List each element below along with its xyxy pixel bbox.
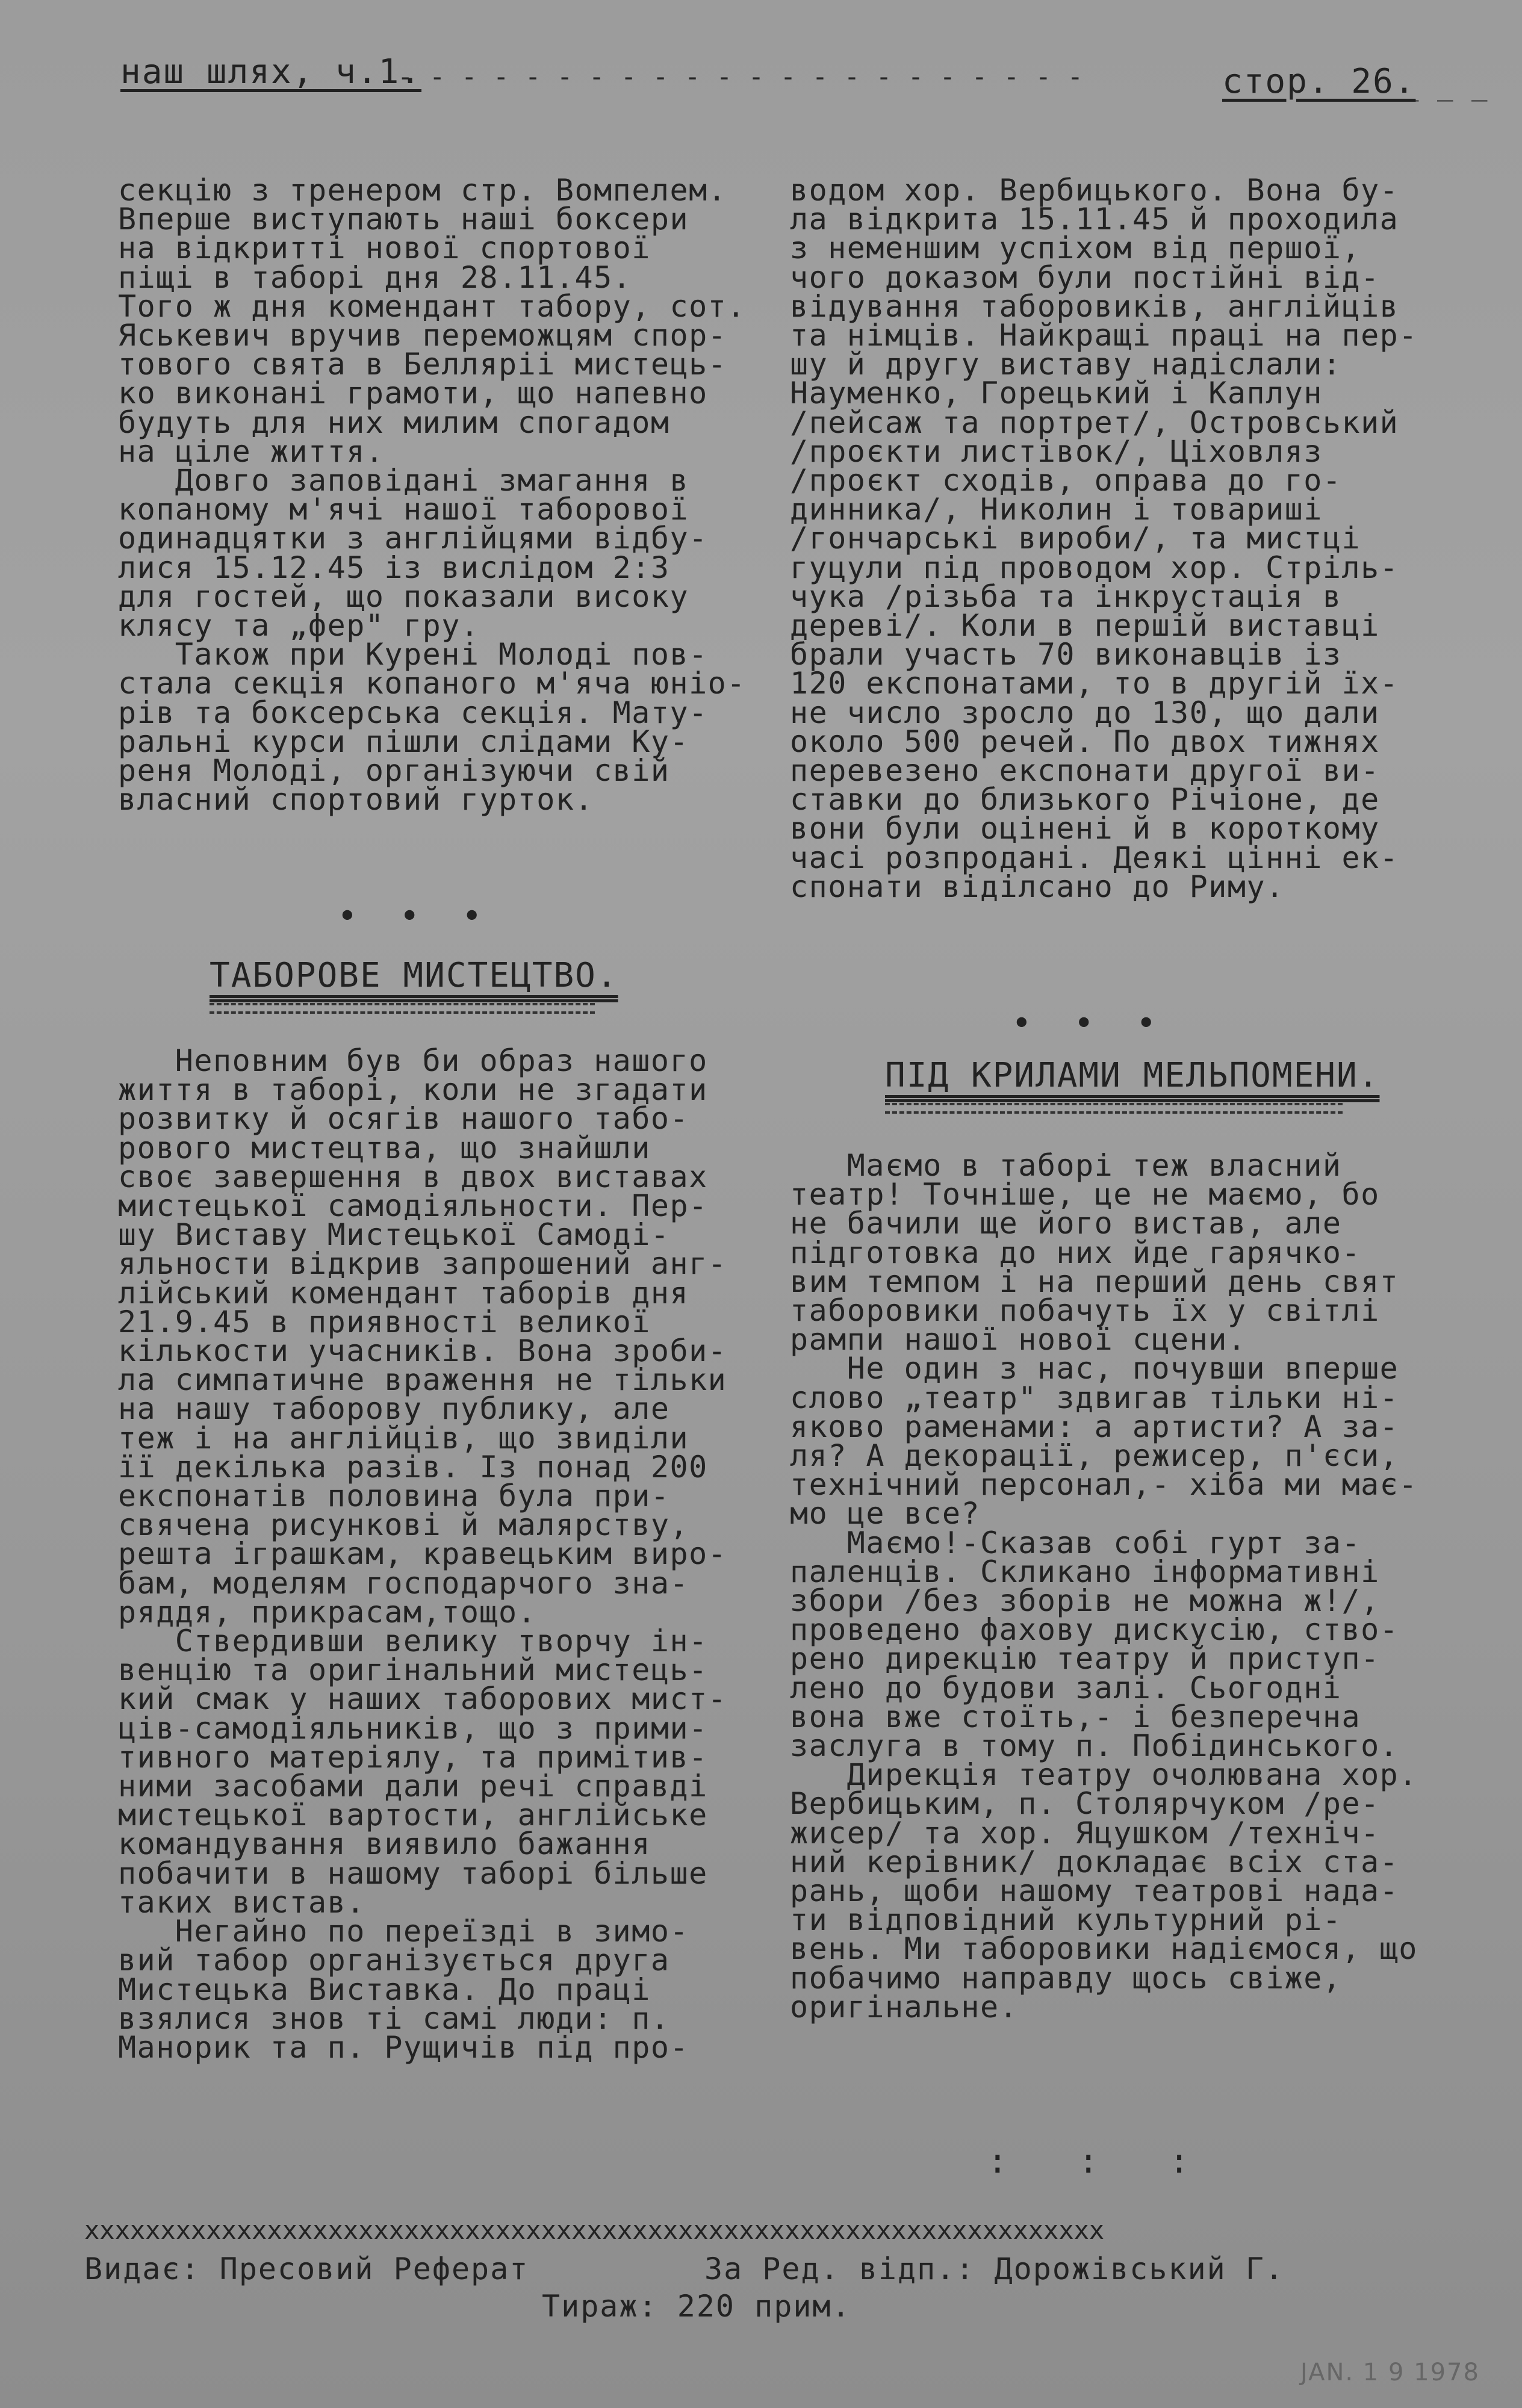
page-header-tail-dashes: _ _ _ [1403, 71, 1489, 102]
footer-publisher: Видає: Пресовий Реферат [84, 2251, 529, 2286]
left-paragraph-1: секцію з тренером стр. Вомпелем. Вперше виступають наші боксери на відкритті нової спортової піщі в таборі дня 28.11.45. Того ж дня комендант табору, сот. Яськевич вручив переможцям спор- тового свята в Белляріі мистець- ко виконані грамоти, що напевно будуть для них милим спогадом на ціле життя. [118, 173, 746, 469]
left-separator-dots: • • • [337, 897, 493, 936]
left-section-title-underline [210, 1003, 595, 1014]
right-section-title: ПІД КРИЛАМИ МЕЛЬПОМЕНИ. [885, 1056, 1380, 1095]
left-paragraph-6: Негайно по переїзді в зимо- вий табор організується друга Мистецька Виставка. До праці взялися знов ті самі люди: п. Манорик та п. Рущичів під про- [118, 1914, 689, 2065]
page-header-number: стор. 26. [1222, 62, 1416, 101]
left-section-title: ТАБОРОВЕ МИСТЕЦТВО. [210, 956, 618, 995]
archive-date-stamp: JAN. 1 9 1978 [1300, 2359, 1480, 2386]
right-paragraph-2: Маємо в таборі теж власний театр! Точніше, це не маємо, бо не бачили ще його вистав, але підготовка до них йде гарячко- вим темпом і на перший день свят таборовики побачуть їх у світлі рампи нашої нової сцени. [790, 1148, 1399, 1358]
right-paragraph-5: Дирекція театру очолювана хор. Вербицьким, п. Столярчуком /ре- жисер/ та хор. Яцушком /техніч- ний керівник/ докладає всіх ста- рань, щоби нашому театрові нада- ти відповідний культурний рі- вень. Ми таборовики надіємося, що побачимо направду щось свіже, оригінальне. [790, 1757, 1418, 2025]
right-column-lower [790, 1148, 1418, 2025]
footer-editor: За Ред. відп.: Дорожівський Г. [704, 2251, 1285, 2286]
right-column [790, 173, 1418, 904]
right-separator-dots: • • • [1011, 1004, 1167, 1043]
left-column-lower [118, 1043, 727, 2065]
footer-x-rule: xxxxxxxxxxxxxxxxxxxxxxxxxxxxxxxxxxxxxxxxxxxxxxxxxxxxxxxxxxxxxxxxxxx [84, 2215, 1105, 2245]
right-paragraph-1: водом хор. Вербицького. Вона бу- ла відкрита 15.11.45 й проходила з неменшим успіхом від першої, чого доказом були постійні від- відування таборовиків, англійців та німців. Найкращі праці на пер- шу й другу виставу надіслали: Науменко, Горецький і Каплун /пейсаж та портрет/, Островський /проєкти листівок/, Ціховляз /проєкт сходів, оправа до го- динника/, Николин і товариші /гончарські вироби/, та мистці гуцули під проводом хор. Стріль- чука /різьба та інкрустація в дереві/. Коли в першій виставці брали участь 70 виконавців із 120 експонатами, то в другій їх- не число зросло до 130, що дали около 500 речей. По двох тижнях перевезено експонати другої ви- ставки до близького Річіоне, де вони були оцінені й в короткому часі розпродані. Деякі цінні ек- спонати віділсано до Риму. [790, 173, 1418, 904]
right-paragraph-3: Не один з нас, почувши вперше слово „театр" здвигав тільки ні- яково раменами: а артисти? А за- ля? А декорації, режисер, п'єси, технічний персонал,- хіба ми має- мо це все? [790, 1351, 1418, 1531]
footer-circulation: Тираж: 220 прим. [542, 2289, 851, 2324]
right-paragraph-4: Маємо!-Сказав собі гурт за- паленців. Скликано інформативні збори /без зборів не можна ж!/, проведено фахову дискусію, ство- рено дирекцію театру й приступ- лено до будови залі. Сьогодні вона вже стоїть,- і безперечна заслуга в тому п. Побідинського. [790, 1525, 1399, 1764]
left-paragraph-2: Довго заповідані змагання в копаному м'ячі нашої таборової одинадцятки з англійцями відбу- лися 15.12.45 із вислідом 2:3 для гостей, що показали високу клясу та „фер" гру. [118, 463, 708, 644]
left-paragraph-4: Неповним був би образ нашого життя в таборі, коли не згадати розвитку й осягів нашого табо- рового мистецтва, що знайшли своє завершення в двох виставах мистецької самодіяльности. Пер- шу Виставу Мистецької Самоді- яльности відкрив запрошений анг- лійський комендант таборів дня 21.9.45 в приявності великої кількости учасників. Вона зроби- ла симпатичне враження не тільки на нашу таборову публику, але теж і на англійців, що звиділи її декілька разів. Із понад 200 експонатів половина була при- свячена рисункові й малярству, решта іграшкам, кравецьким виро- бам, моделям господарчого зна- ряддя, прикрасам,тощо. [118, 1043, 727, 1630]
left-column [118, 173, 746, 818]
page-header-title: наш шлях, ч.1. [120, 52, 422, 92]
left-paragraph-5: Ствердивши велику творчу ін- венцію та оригінальний мистець- кий смак у наших таборових мист- ців-самодіяльників, що з прими- тивного матеріялу, та примітив- ними засобами дали речі справді мистецької вартости, англійське командування виявило бажання побачити в нашому таборі більше таких вистав. [118, 1624, 727, 1920]
right-section-title-underline [885, 1103, 1343, 1114]
page-header-dashes: - - - - - - - - - - - - - - - - - - - - - - [397, 61, 1084, 92]
left-paragraph-3: Також при Курені Молоді пов- стала секція копаного м'яча юніо- рів та боксерська секція. Мату- ральні курси пішли слідами Ку- реня Молоді, організуючи свій власний спортовий гурток. [118, 637, 746, 818]
right-end-mark: : : : [987, 2142, 1192, 2181]
